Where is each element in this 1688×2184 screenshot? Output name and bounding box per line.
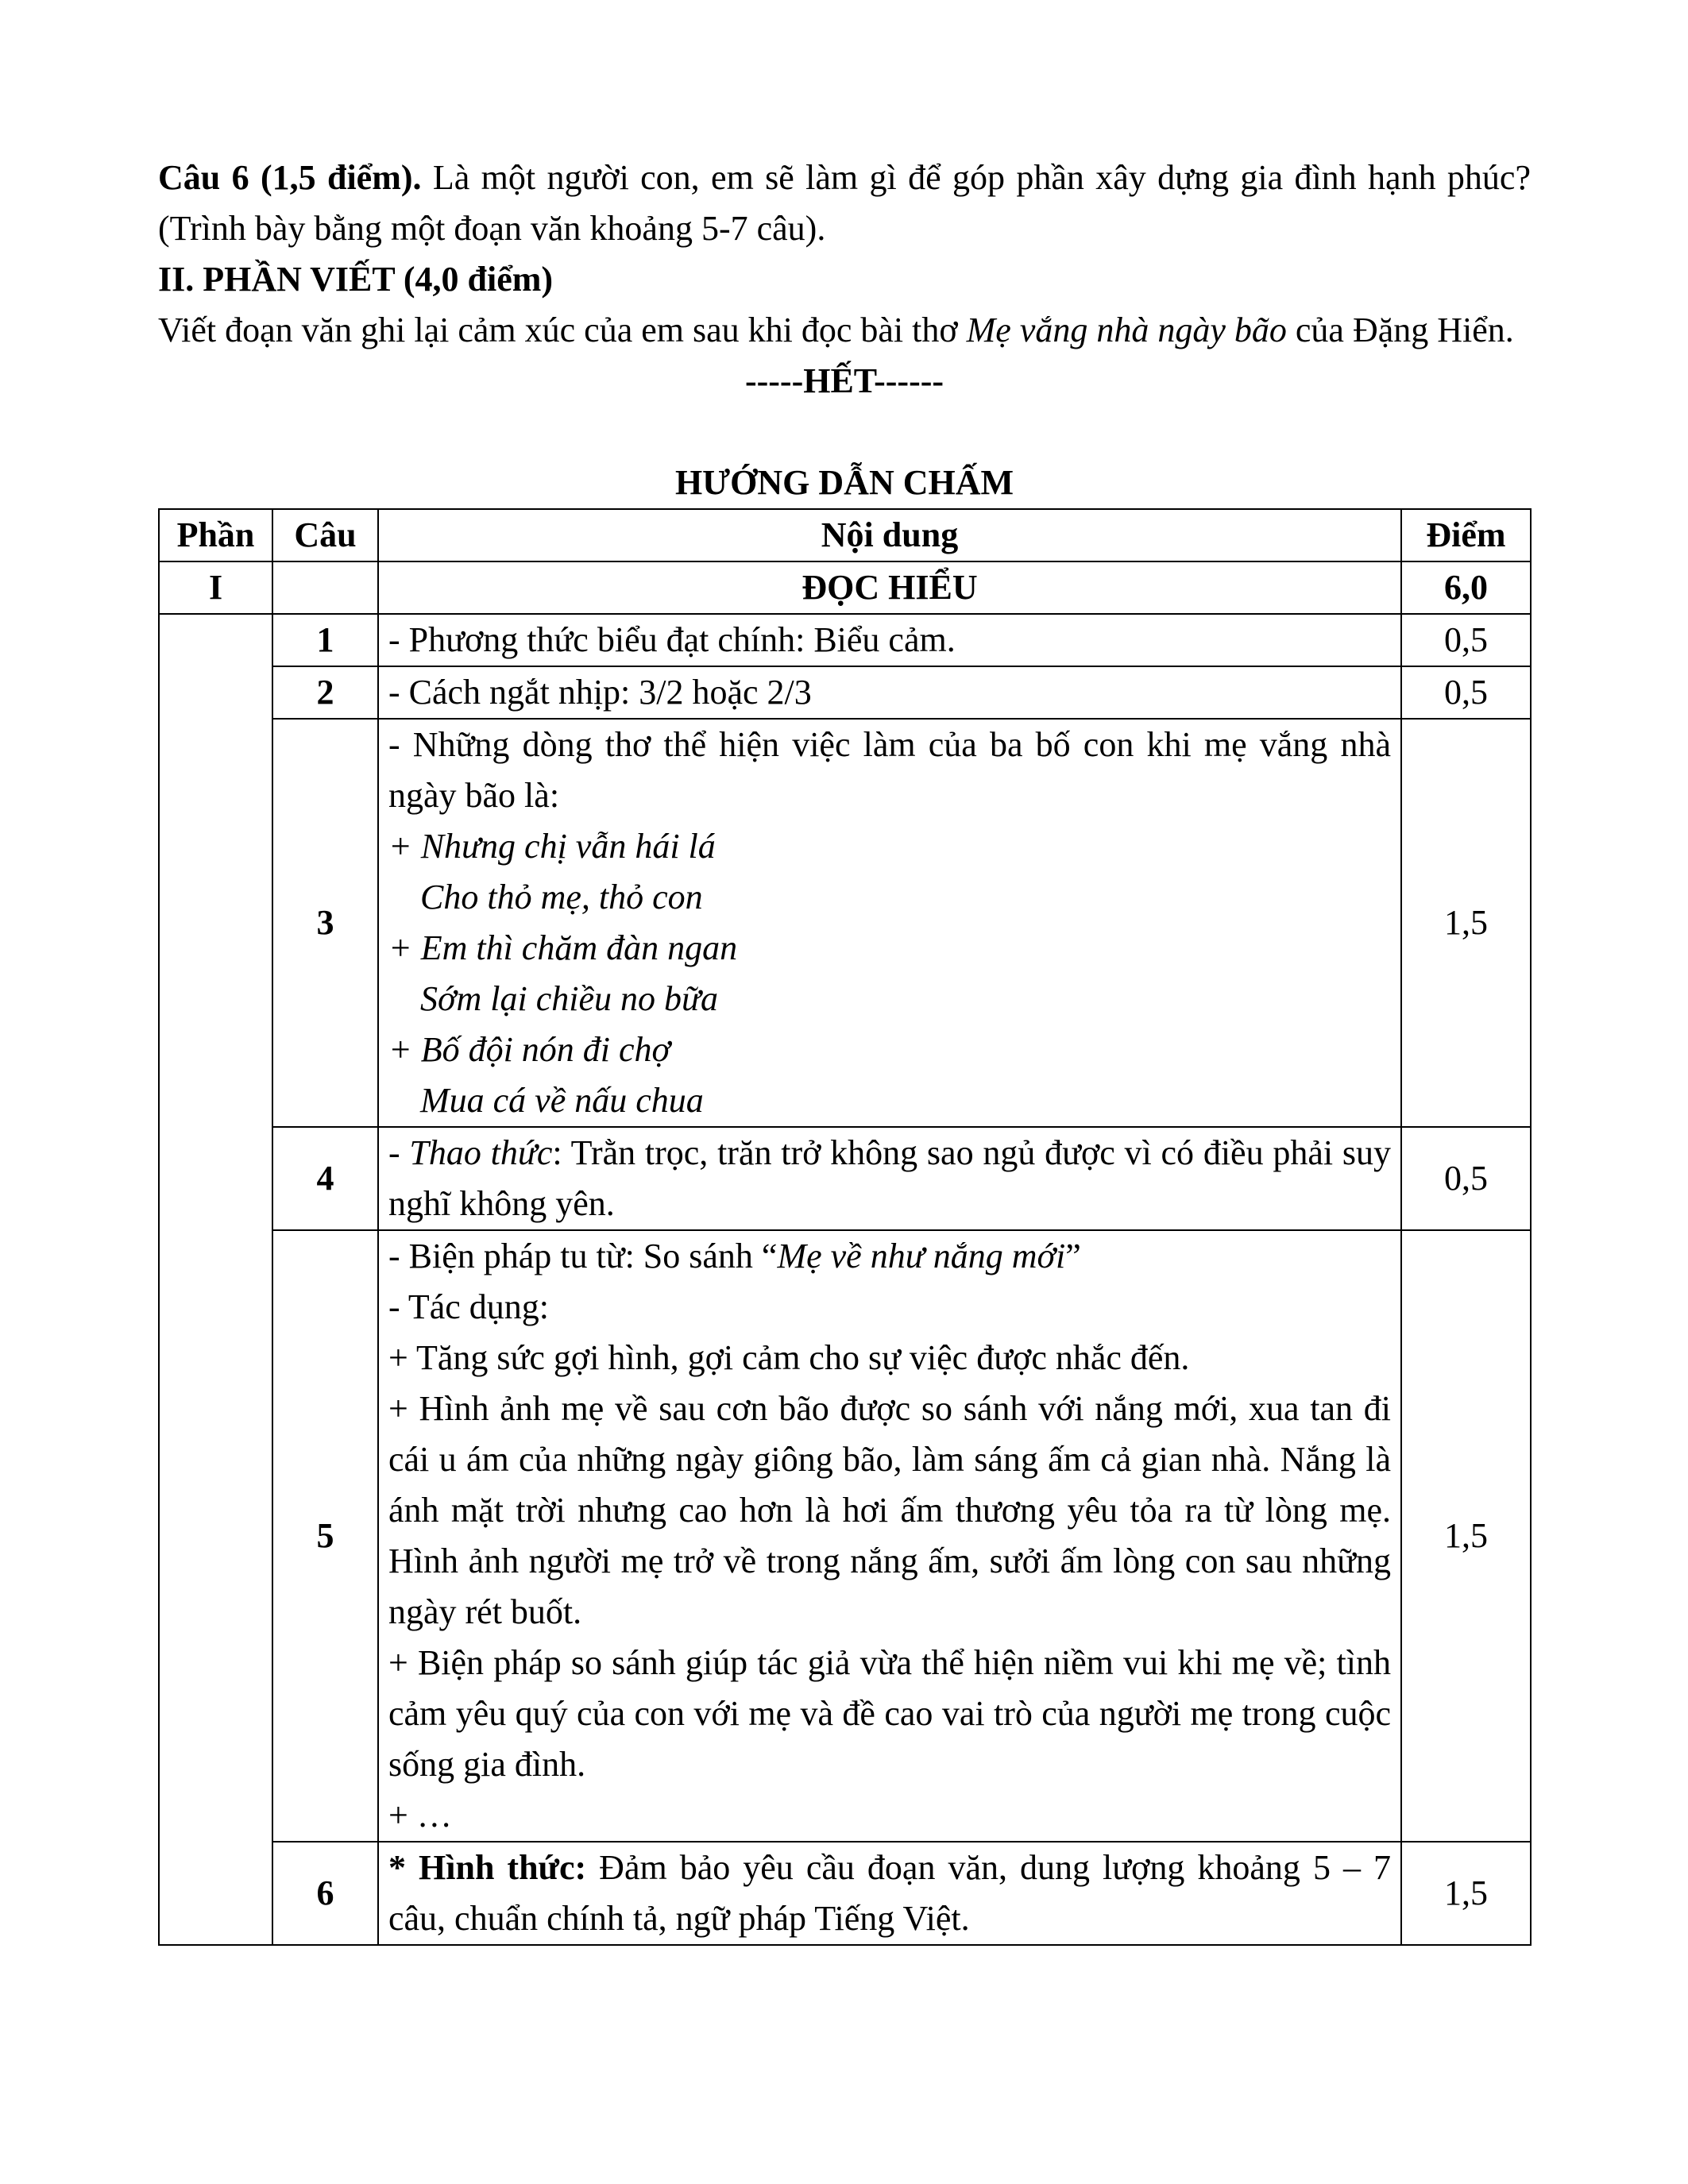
q5-l1-suffix: ” (1065, 1237, 1081, 1275)
row-question-number: 1 (272, 614, 378, 666)
q4-prefix: - (388, 1133, 410, 1172)
table-row (159, 666, 1531, 719)
section-question-empty (272, 561, 378, 614)
guide-title: HƯỚNG DẪN CHẤM (674, 463, 1014, 502)
poem-title: Mẹ vắng nhà ngày bão (966, 311, 1287, 349)
row-content: - Phương thức biểu đạt chính: Biểu cảm. (378, 614, 1401, 666)
grading-table (158, 508, 1532, 1946)
writing-task-text-before: Viết đoạn văn ghi lại cảm xúc của em sau khi đọc bài thơ (158, 311, 967, 349)
q5-line: - Tác dụng: (388, 1287, 550, 1326)
row-content (378, 1842, 1401, 1945)
row-score: 0,5 (1401, 614, 1531, 666)
section-content: ĐỌC HIỂU (378, 561, 1401, 614)
q5-l1-quote: Mẹ về như nắng mới (777, 1237, 1066, 1275)
q6-text: Đảm bảo yêu cầu đoạn văn, dung lượng khoảng 5 – 7 câu, chuẩn chính tả, ngữ pháp Tiếng Việt. (388, 1848, 1391, 1938)
row-content: - Cách ngắt nhịp: 3/2 hoặc 2/3 (378, 666, 1401, 719)
poem-line: Sớm lại chiều no bữa (420, 979, 718, 1018)
question-6-text: Là một người con, em sẽ làm gì để góp phần xây dựng gia đình hạnh phúc? (Trình bày bằng một đoạn văn khoảng 5-7 câu). (158, 158, 1531, 248)
q5-line: + … (388, 1796, 452, 1835)
row-content (378, 1230, 1401, 1842)
row-question-number: 4 (272, 1127, 378, 1230)
table-row (159, 1842, 1531, 1945)
header-question: Câu (272, 509, 378, 561)
row-content (378, 719, 1401, 1127)
row-content (378, 1127, 1401, 1230)
q5-line: + Tăng sức gợi hình, gợi cảm cho sự việc được nhắc đến. (388, 1338, 1190, 1377)
table-row (159, 614, 1531, 666)
row-score: 0,5 (1401, 666, 1531, 719)
table-row (159, 1230, 1531, 1842)
table-row (159, 719, 1531, 1127)
q4-term: Thao thức (409, 1133, 553, 1172)
poem-line: Mua cá về nấu chua (420, 1081, 704, 1120)
row-question-number: 6 (272, 1842, 378, 1945)
writing-task (158, 305, 1531, 356)
poem-line: + Bố đội nón đi chợ (388, 1030, 671, 1069)
header-score: Điểm (1401, 509, 1531, 561)
row-question-number: 3 (272, 719, 378, 1127)
q3-intro: - Những dòng thơ thể hiện việc làm của ba bố con khi mẹ vắng nhà ngày bão là: (388, 725, 1391, 815)
row-score: 1,5 (1401, 1230, 1531, 1842)
document-page (158, 152, 1531, 1946)
row-score: 1,5 (1401, 1842, 1531, 1945)
section-row (159, 561, 1531, 614)
table-header-row (159, 509, 1531, 561)
poem-line: + Em thì chăm đàn ngan (388, 928, 738, 967)
header-part: Phần (159, 509, 272, 561)
question-6 (158, 152, 1531, 254)
row-score: 0,5 (1401, 1127, 1531, 1230)
part-cell-empty (159, 614, 272, 1945)
table-row (159, 1127, 1531, 1230)
end-mark: -----HẾT------ (744, 361, 944, 400)
section-score: 6,0 (1401, 561, 1531, 614)
writing-task-text-after: của Đặng Hiển. (1286, 311, 1514, 349)
spacer (158, 407, 1531, 457)
question-6-label: Câu 6 (1,5 điểm). (158, 158, 422, 197)
row-question-number: 5 (272, 1230, 378, 1842)
poem-line: Cho thỏ mẹ, thỏ con (420, 878, 703, 916)
q6-label: * Hình thức: (388, 1848, 587, 1887)
poem-line: + Nhưng chị vẫn hái lá (388, 827, 716, 866)
q5-line: + Biện pháp so sánh giúp tác giả vừa thể hiện niềm vui khi mẹ về; tình cảm yêu quý của con với mẹ và đề cao vai trò của người mẹ trong cuộc sống gia đình. (388, 1643, 1391, 1784)
writing-section-heading: II. PHẦN VIẾT (4,0 điểm) (158, 260, 554, 299)
q4-rest: : Trằn trọc, trăn trở không sao ngủ được vì có điều phải suy nghĩ không yên. (388, 1133, 1391, 1223)
row-question-number: 2 (272, 666, 378, 719)
header-content: Nội dung (378, 509, 1401, 561)
q5-l1-prefix: - Biện pháp tu từ: So sánh “ (388, 1237, 778, 1275)
row-score: 1,5 (1401, 719, 1531, 1127)
section-part: I (159, 561, 272, 614)
q5-line: + Hình ảnh mẹ về sau cơn bão được so sánh với nắng mới, xua tan đi cái u ám của những ngày giông bão, làm sáng ấm cả gian nhà. Nắng là ánh mặt trời nhưng cao hơn là hơi ấm thương yêu tỏa ra từ lòng mẹ. Hình ảnh người mẹ trở về trong nắng ấm, sưởi ấm lòng con sau những ngày rét buốt. (388, 1389, 1391, 1631)
q5-line (388, 1231, 1391, 1282)
